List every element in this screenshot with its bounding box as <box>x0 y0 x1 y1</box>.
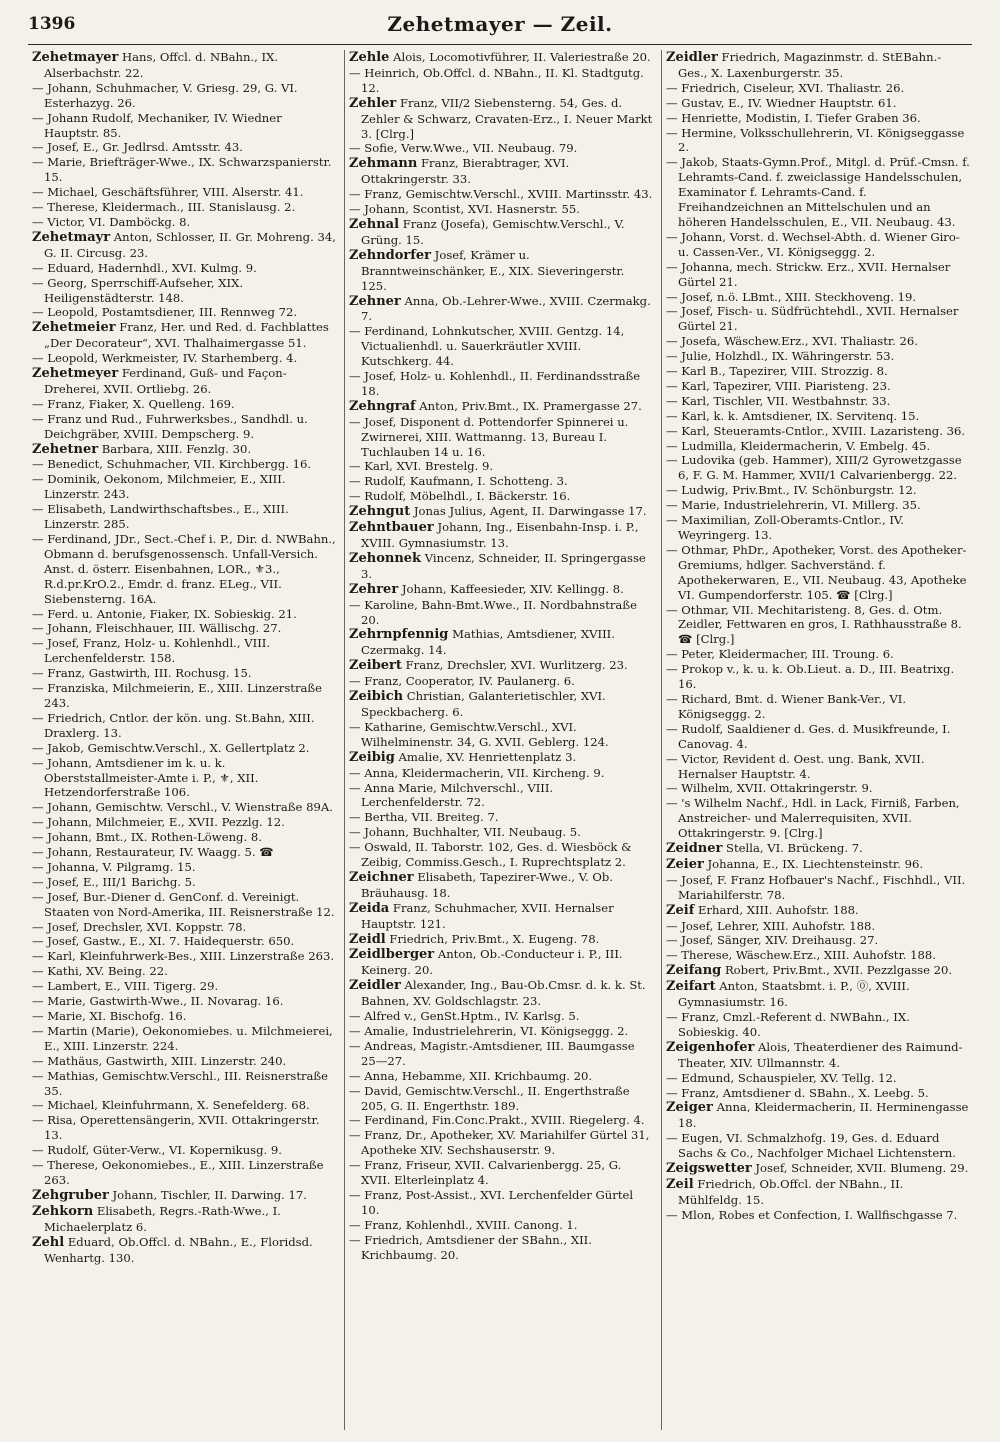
surname: Zehetner <box>32 441 99 457</box>
directory-entry: — Julie, Holzhdl., IX. Währingerstr. 53. <box>666 349 895 364</box>
directory-entry: — Georg, Sperrschiff-Aufseher, XIX. Heiligenstädterstr. 148. <box>32 275 244 305</box>
directory-entry: — Johann, Vorst. d. Wechsel-Abth. d. Wiener Giro- u. Cassen-Ver., VI. Königseggg. 2. <box>666 229 960 259</box>
directory-entry: — David, Gemischtw.Verschl., II. Engerthstraße 205, G. II. Engerthstr. 189. <box>349 1083 630 1113</box>
directory-entry: — Franz, Post-Assist., XVI. Lerchenfelder Gürtel 10. <box>349 1187 634 1217</box>
surname: Zeifart <box>666 979 716 995</box>
surname: Zehetmayr <box>32 229 111 245</box>
directory-entry: — Hermine, Volksschullehrerin, VI. Königseggasse 2. <box>666 125 965 155</box>
directory-entry: — 's Wilhelm Nachf., Hdl. in Lack, Firniß, Farben, Anstreicher- und Malerrequisiten, XVII. Ottakringerstr. 9. [Clrg.] <box>666 796 960 841</box>
directory-entry: — Franz und Rud., Fuhrwerksbes., Sandhdl. u. Deichgräber, XVIII. Dempscherg. 9. <box>32 411 308 441</box>
surname: Zeidl <box>349 931 386 947</box>
directory-entry: — Ferdinand, Fin.Conc.Prakt., XVIII. Riegelerg. 4. <box>349 1113 645 1128</box>
surname: Zeibich <box>349 689 404 705</box>
directory-entry: — Henriette, Modistin, I. Tiefer Graben 36. <box>666 110 921 125</box>
directory-entry: Zeif Erhard, XIII. Auhofstr. 188. <box>666 902 859 918</box>
directory-entry: — Eugen, VI. Schmalzhofg. 19, Ges. d. Eduard Sachs & Co., Nachfolger Michael Lichtenstern. <box>666 1131 956 1161</box>
directory-entry: — Victor, VI. Damböckg. 8. <box>32 214 191 229</box>
directory-entry: — Rudolf, Saaldiener d. Ges. d. Musikfreunde, I. Canovag. 4. <box>666 721 951 751</box>
directory-entry: Zehkorn Elisabeth, Regrs.-Rath-Wwe., I. Michaelerplatz 6. <box>32 1203 281 1234</box>
directory-entry: Zehetmeyer Ferdinand, Guß- und Façon-Dreherei, XVII. Ortliebg. 26. <box>32 366 287 396</box>
directory-entry: — Ferdinand, JDr., Sect.-Chef i. P., Dir. d. NWBahn., Obmann d. berufsgenossensch. Unfall-Versich. Anst. d. österr. Eisenbahnen, LOR., ⚜3., R.d.pr.KrO.2., Emdr. d. franz. ELeg., VII. Siebensterng. 16A. <box>32 532 336 606</box>
header-rule <box>28 44 972 45</box>
directory-entry: — Jakob, Gemischtw.Verschl., X. Gellertplatz 2. <box>32 740 310 755</box>
running-title: Zehetmayer — Zeil. <box>387 12 613 36</box>
directory-entry: — Anna, Kleidermacherin, VII. Kircheng. 9. <box>349 765 605 780</box>
directory-entry: — Franz, Cmzl.-Referent d. NWBahn., IX. Sobieskig. 40. <box>666 1010 910 1039</box>
directory-entry: — Rudolf, Möbelhdl., I. Bäckerstr. 16. <box>349 489 571 504</box>
directory-entry: Zehrer Johann, Kaffeesieder, XIV. Kellingg. 8. <box>349 581 624 597</box>
surname: Zehonnek <box>349 550 422 566</box>
surname: Zeibig <box>349 749 395 765</box>
surname: Zeigenhofer <box>666 1039 755 1055</box>
directory-entry: — Franz, Cooperator, IV. Paulanerg. 6. <box>349 674 575 689</box>
directory-entry: — Bertha, VII. Breiteg. 7. <box>349 810 499 825</box>
directory-entry: — Mathäus, Gastwirth, XIII. Linzerstr. 240. <box>32 1053 287 1068</box>
directory-entry: — Mlon, Robes et Confection, I. Wallfischgasse 7. <box>666 1207 958 1222</box>
directory-entry: — Oswald, II. Taborstr. 102, Ges. d. Wiesböck & Zeibig, Commiss.Gesch., I. Ruprechtsplatz 2. <box>349 840 632 870</box>
directory-entry: Zehler Franz, VII/2 Siebensterng. 54, Ges. d. Zehler & Schwarz, Cravaten-Erz., I. Neuer Markt 3. [Clrg.] <box>349 95 653 141</box>
directory-entry: — Josef, E., III/1 Barichg. 5. <box>32 874 196 889</box>
surname: Zehrnpfennig <box>349 627 449 643</box>
surname: Zehngut <box>349 504 411 520</box>
directory-entry: — Josef, Drechsler, XVI. Koppstr. 78. <box>32 919 247 934</box>
directory-entry: Zehetmayer Hans, Offcl. d. NBahn., IX. Alserbachstr. 22. <box>32 50 279 80</box>
directory-entry: Zeifart Anton, Staatsbmt. i. P., ⓪, XVIII. Gymnasiumstr. 16. <box>666 979 910 1010</box>
directory-entry: — Franz, Kohlenhdl., XVIII. Canong. 1. <box>349 1217 578 1232</box>
directory-entry: — Mathias, Gemischtw.Verschl., III. Reisnerstraße 35. <box>32 1068 329 1098</box>
surname: Zeidlberger <box>349 947 435 963</box>
column-left <box>28 50 340 1430</box>
directory-entry: — Jakob, Staats-Gymn.Prof., Mitgl. d. Prüf.-Cmsn. f. Lehramts-Cand. f. zweiclassige Handelsschulen, Examinator f. Lehramts-Cand. f. Freihandzeichnen an Mittelschulen und an höheren Handelsschulen, E., VII. Neubaug. 43. <box>666 155 970 229</box>
surname: Zehndorfer <box>349 247 431 263</box>
surname: Zeier <box>666 856 704 872</box>
directory-entry: — Franz, Fiaker, X. Quelleng. 169. <box>32 396 235 411</box>
column-middle <box>344 50 657 1430</box>
directory-entry: Zehle Alois, Locomotivführer, II. Valeriestraße 20. <box>349 50 651 65</box>
directory-entry: — Josef, Bur.-Diener d. GenConf. d. Vereinigt. Staaten von Nord-Amerika, III. Reisnerstraße 12. <box>32 889 335 919</box>
directory-entry: — Lambert, E., VIII. Tigerg. 29. <box>32 979 219 994</box>
directory-entry: Zeigswetter Josef, Schneider, XVII. Blumeng. 29. <box>666 1161 969 1177</box>
directory-entry: Zehl Eduard, Ob.Offcl. d. NBahn., E., Floridsd. Wenhartg. 130. <box>32 1234 313 1265</box>
directory-entry: — Karl B., Tapezirer, VIII. Strozzig. 8. <box>666 364 888 379</box>
surname: Zehrer <box>349 581 399 597</box>
directory-entry: Zeida Franz, Schuhmacher, XVII. Hernalser Hauptstr. 121. <box>349 900 614 931</box>
directory-entry: Zehmann Franz, Bierabtrager, XVI. Ottakringerstr. 33. <box>349 156 570 187</box>
directory-entry: — Johanna, V. Pilgramg. 15. <box>32 859 196 874</box>
directory-entry: Zeibig Amalie, XV. Henriettenplatz 3. <box>349 749 577 765</box>
directory-entry: Zeidlberger Anton, Ob.-Conducteur i. P., III. Keinerg. 20. <box>349 947 623 978</box>
directory-entry: — Johann, Restaurateur, IV. Waagg. 5. ☎ <box>32 845 274 860</box>
directory-entry: Zeichner Elisabeth, Tapezirer-Wwe., V. Ob. Bräuhausg. 18. <box>349 869 614 900</box>
page-header <box>28 12 972 42</box>
surname: Zehner <box>349 293 401 309</box>
directory-entry: Zehntbauer Johann, Ing., Eisenbahn-Insp. i. P., XVIII. Gymnasiumstr. 13. <box>349 520 639 550</box>
surname: Zehgruber <box>32 1187 109 1203</box>
surname: Zehntbauer <box>349 520 434 536</box>
directory-entry: — Franz, Dr., Apotheker, XV. Mariahilfer Gürtel 31, Apotheke XIV. Sechshauserstr. 9. <box>349 1128 650 1158</box>
directory-entry: — Friedrich, Ciseleur, XVI. Thaliastr. 26. <box>666 80 905 95</box>
directory-entry: — Johann, Schuhmacher, V. Griesg. 29, G. VI. Esterhazyg. 26. <box>32 80 298 110</box>
directory-entry: — Therese, Oekonomiebes., E., XIII. Linzerstraße 263. <box>32 1158 324 1187</box>
directory-entry: — Marie, Gastwirth-Wwe., II. Novarag. 16. <box>32 994 284 1009</box>
directory-entry: — Peter, Kleidermacher, III. Troung. 6. <box>666 647 894 662</box>
surname: Zehetmeier <box>32 320 116 336</box>
directory-entry: — Therese, Kleidermach., III. Stanislausg. 2. <box>32 200 296 215</box>
directory-entry: — Josef, Gastw., E., XI. 7. Haidequerstr. 650. <box>32 934 295 949</box>
directory-entry: — Franziska, Milchmeierin, E., XIII. Linzerstraße 243. <box>32 681 323 710</box>
surname: Zehler <box>349 95 397 111</box>
directory-entry: — Ludovika (geb. Hammer), XIII/2 Gyrowetzgasse 6, F. G. M. Hammer, XVII/1 Calvarienbergg. 22. <box>666 453 962 483</box>
directory-entry: — Johann, Amtsdiener im k. u. k. Oberststallmeister-Amte i. P., ⚜, XII. Hetzendorferstraße 106. <box>32 755 259 800</box>
directory-entry: — Amalie, Industrielehrerin, VI. Königseggg. 2. <box>349 1024 629 1038</box>
directory-entry: — Wilhelm, XVII. Ottakringerstr. 9. <box>666 781 873 796</box>
directory-entry: — Friedrich, Cntlor. der kön. ung. St.Bahn, XIII. Draxlerg. 13. <box>32 710 315 740</box>
directory-entry: — Karl, Steueramts-Cntlor., XVIII. Lazaristeng. 36. <box>666 423 966 438</box>
directory-entry: — Johann, Buchhalter, VII. Neubaug. 5. <box>349 825 581 840</box>
directory-entry: — Michael, Geschäftsführer, VIII. Alserstr. 41. <box>32 185 304 200</box>
directory-entry: — Josef, Franz, Holz- u. Kohlenhdl., VIII. Lerchenfelderstr. 158. <box>32 636 271 666</box>
directory-entry: — Karl, Tapezirer, VIII. Piaristeng. 23. <box>666 378 891 393</box>
directory-entry: Zeidl Friedrich, Priv.Bmt., X. Eugeng. 78. <box>349 931 600 947</box>
directory-entry: — Leopold, Werkmeister, IV. Starhemberg. 4. <box>32 351 298 366</box>
directory-entry: — Josef, F. Franz Hofbauer's Nachf., Fischhdl., VII. Mariahilferstr. 78. <box>666 872 966 902</box>
surname: Zehnal <box>349 216 400 232</box>
directory-entry: Zeibert Franz, Drechsler, XVI. Wurlitzerg. 23. <box>349 658 628 674</box>
directory-entry: — Johann, Scontist, XVI. Hasnerstr. 55. <box>349 202 580 217</box>
directory-entry: — Johann, Gemischtw. Verschl., V. Wienstraße 89A. <box>32 800 333 815</box>
directory-entry: — Josef, Fisch- u. Südfrüchtehdl., XVII. Hernalser Gürtel 21. <box>666 304 959 334</box>
directory-entry: — Johann Rudolf, Mechaniker, IV. Wiedner Hauptstr. 85. <box>32 110 282 140</box>
directory-entry: Zeibich Christian, Galanterietischler, XVI. Speckbacherg. 6. <box>349 689 606 719</box>
surname: Zeidler <box>666 50 718 65</box>
directory-entry: — Franz, Friseur, XVII. Calvarienbergg. 25, G. XVII. Elterleinplatz 4. <box>349 1158 622 1188</box>
directory-entry: — Sofie, Verw.Wwe., VII. Neubaug. 79. <box>349 141 578 156</box>
directory-entry: — Alfred v., GenSt.Hptm., IV. Karlsg. 5. <box>349 1009 580 1024</box>
directory-entry: — Gustav, E., IV. Wiedner Hauptstr. 61. <box>666 95 897 110</box>
directory-entry: Zeigenhofer Alois, Theaterdiener des Raimund-Theater, XIV. Ullmannstr. 4. <box>666 1039 963 1070</box>
directory-entry: — Maximilian, Zoll-Oberamts-Cntlor., IV. Weyringerg. 13. <box>666 513 904 542</box>
surname: Zeidler <box>349 978 401 994</box>
surname: Zeifang <box>666 963 722 979</box>
directory-entry: Zeidler Friedrich, Magazinmstr. d. StEBahn.-Ges., X. Laxenburgerstr. 35. <box>666 50 942 80</box>
directory-entry: — Eduard, Hadernhdl., XVI. Kulmg. 9. <box>32 260 257 275</box>
directory-entry: — Josef, Disponent d. Pottendorfer Spinnerei u. Zwirnerei, XIII. Wattmanng. 13, Bureau I. Tuchlauben 14 u. 16. <box>349 414 629 459</box>
surname: Zeil <box>666 1176 694 1192</box>
directory-entry: — Karl, k. k. Amtsdiener, IX. Servitenq. 15. <box>666 408 920 423</box>
surname: Zeif <box>666 902 695 918</box>
directory-entry: — Heinrich, Ob.Offcl. d. NBahn., II. Kl. Stadtgutg. 12. <box>349 65 644 95</box>
surname: Zehmann <box>349 156 418 172</box>
directory-entry: Zehonnek Vincenz, Schneider, II. Springergasse 3. <box>349 550 646 581</box>
directory-entry: Zehetmeier Franz, Her. und Red. d. Fachblattes „Der Decorateur“, XVI. Thalhaimergasse 51. <box>32 320 329 351</box>
directory-entry: — Edmund, Schauspieler, XV. Tellg. 12. <box>666 1070 897 1085</box>
directory-entry: — Johanna, mech. Strickw. Erz., XVII. Hernalser Gürtel 21. <box>666 259 951 289</box>
directory-entry: Zeier Johanna, E., IX. Liechtensteinstr. 96. <box>666 856 924 872</box>
directory-entry: — Josef, E., Gr. Jedlrsd. Amtsstr. 43. <box>32 140 243 155</box>
directory-entry: Zehngut Jonas Julius, Agent, II. Darwingasse 17. <box>349 504 647 520</box>
directory-entry: — Johann, Fleischhauer, III. Wällischg. 27. <box>32 621 282 636</box>
directory-entry: Zehgruber Johann, Tischler, II. Darwing. 17. <box>32 1187 307 1203</box>
directory-entry: — Karl, XVI. Brestelg. 9. <box>349 459 494 474</box>
directory-entry: Zehnal Franz (Josefa), Gemischtw.Verschl., V. Grüng. 15. <box>349 216 625 247</box>
directory-entry: — Katharine, Gemischtw.Verschl., XVI. Wilhelminenstr. 34, G. XVII. Geblerg. 124. <box>349 719 609 749</box>
surname: Zehetmeyer <box>32 366 119 382</box>
directory-entry: — Othmar, PhDr., Apotheker, Vorst. des Apotheker-Gremiums, hdlger. Sachverständ. f. Apothekerwaren, E., VII. Neubaug. 43, Apotheke VI. Gumpendorferstr. 105. ☎ [Clrg.] <box>666 542 967 602</box>
directory-entry: — Therese, Wäschew.Erz., XIII. Auhofstr. 188. <box>666 948 936 963</box>
directory-entry: — Franz, Amtsdiener d. SBahn., X. Leebg. 5. <box>666 1085 929 1100</box>
directory-entry: — Anna Marie, Milchverschl., VIII. Lerchenfelderstr. 72. <box>349 780 554 810</box>
directory-entry: — Josef, Holz- u. Kohlenhdl., II. Ferdinandsstraße 18. <box>349 369 641 398</box>
page-number: 1396 <box>28 14 76 34</box>
directory-entry: — Andreas, Magistr.-Amtsdiener, III. Baumgasse 25—27. <box>349 1038 635 1068</box>
directory-entry: — Ludwig, Priv.Bmt., IV. Schönburgstr. 12. <box>666 483 917 498</box>
directory-entry: Zeidler Alexander, Ing., Bau-Ob.Cmsr. d. k. k. St. Bahnen, XV. Goldschlagstr. 23. <box>349 978 646 1009</box>
directory-entry: — Josef, Lehrer, XIII. Auhofstr. 188. <box>666 918 876 933</box>
directory-entry: — Victor, Revident d. Oest. ung. Bank, XVII. Hernalser Hauptstr. 4. <box>666 751 925 781</box>
column-right <box>661 50 974 1430</box>
directory-entry: Zehrnpfennig Mathias, Amtsdiener, XVIII. Czermakg. 14. <box>349 627 615 658</box>
directory-entry: — Michael, Kleinfuhrmann, X. Senefelderg. 68. <box>32 1098 310 1113</box>
directory-entry: — Risa, Operettensängerin, XVII. Ottakringerstr. 13. <box>32 1113 320 1143</box>
surname: Zeichner <box>349 869 414 885</box>
directory-entry: — Johann, Bmt., IX. Rothen-Löweng. 8. <box>32 830 262 845</box>
directory-entry: — Franz, Gastwirth, III. Rochusg. 15. <box>32 666 252 681</box>
directory-entry: Zeifang Robert, Priv.Bmt., XVII. Pezzlgasse 20. <box>666 963 953 979</box>
surname: Zeidner <box>666 841 723 857</box>
directory-entry: — Benedict, Schuhmacher, VII. Kirchbergg. 16. <box>32 457 312 472</box>
surname: Zeibert <box>349 658 402 674</box>
directory-entry: Zehetmayr Anton, Schlosser, II. Gr. Mohreng. 34, G. II. Circusg. 23. <box>32 229 336 260</box>
directory-entry: Zeiger Anna, Kleidermacherin, II. Herminengasse 18. <box>666 1100 969 1131</box>
directory-entry: Zeil Friedrich, Ob.Offcl. der NBahn., II. Mühlfeldg. 15. <box>666 1176 904 1207</box>
surname: Zehl <box>32 1234 65 1250</box>
directory-entry: — Anna, Hebamme, XII. Krichbaumg. 20. <box>349 1068 593 1083</box>
directory-entry: — Marie, Briefträger-Wwe., IX. Schwarzspanierstr. 15. <box>32 155 332 185</box>
directory-entry: Zehndorfer Josef, Krämer u. Branntweinschänker, E., XIX. Sieveringerstr. 125. <box>349 247 625 293</box>
directory-entry: — Marie, Industrielehrerin, VI. Millerg. 35. <box>666 498 921 513</box>
directory-entry: — Rudolf, Kaufmann, I. Schotteng. 3. <box>349 474 568 489</box>
directory-entry: — Josef, n.ö. LBmt., XIII. Steckhoveng. 19. <box>666 289 917 304</box>
directory-entry: — Ludmilla, Kleidermacherin, V. Embelg. 45. <box>666 438 931 453</box>
surname: Zeigswetter <box>666 1161 752 1177</box>
directory-entry: — Dominik, Oekonom, Milchmeier, E., XIII. Linzerstr. 243. <box>32 472 286 502</box>
directory-entry: — Richard, Bmt. d. Wiener Bank-Ver., VI. Königseggg. 2. <box>666 691 907 721</box>
surname: Zehngraf <box>349 398 416 414</box>
directory-entry: Zehngraf Anton, Priv.Bmt., IX. Pramergasse 27. <box>349 398 642 414</box>
surname: Zehkorn <box>32 1203 94 1219</box>
directory-entry: — Friedrich, Amtsdiener der SBahn., XII. Krichbaumg. 20. <box>349 1232 592 1262</box>
directory-entry: — Karl, Tischler, VII. Westbahnstr. 33. <box>666 393 891 408</box>
directory-entry: — Elisabeth, Landwirthschaftsbes., E., XIII. Linzerstr. 285. <box>32 502 289 532</box>
directory-entry: — Marie, XI. Bischofg. 16. <box>32 1009 187 1023</box>
directory-entry: — Prokop v., k. u. k. Ob.Lieut. a. D., III. Beatrixg. 16. <box>666 662 955 692</box>
directory-entry: — Johann, Milchmeier, E., XVII. Pezzlg. 12. <box>32 815 285 830</box>
directory-entry: — Karoline, Bahn-Bmt.Wwe., II. Nordbahnstraße 20. <box>349 597 637 627</box>
directory-entry: — Rudolf, Güter-Verw., VI. Kopernikusg. 9. <box>32 1143 282 1158</box>
directory-entry: — Martin (Marie), Oekonomiebes. u. Milchmeierei, E., XIII. Linzerstr. 224. <box>32 1023 333 1053</box>
surname: Zehetmayer <box>32 50 119 65</box>
directory-entry: — Ferdinand, Lohnkutscher, XVIII. Gentzg. 14, Victualienhdl. u. Sauerkräutler XVIII. Kutschkerg. 44. <box>349 324 625 369</box>
surname: Zehle <box>349 50 390 65</box>
directory-entry: — Othmar, VII. Mechitaristeng. 8, Ges. d. Otm. Zeidler, Fettwaren en gros, I. Rathhausstraße 8. ☎ [Clrg.] <box>666 602 962 647</box>
directory-entry: Zehetner Barbara, XIII. Fenzlg. 30. <box>32 441 252 457</box>
directory-columns <box>28 50 974 1430</box>
directory-entry: — Josef, Sänger, XIV. Dreihausg. 27. <box>666 933 879 948</box>
directory-entry: Zehner Anna, Ob.-Lehrer-Wwe., XVIII. Czermakg. 7. <box>349 293 651 324</box>
surname: Zeiger <box>666 1100 713 1116</box>
directory-entry: — Kathi, XV. Being. 22. <box>32 964 168 979</box>
directory-entry: — Karl, Kleinfuhrwerk-Bes., XIII. Linzerstraße 263. <box>32 949 335 964</box>
directory-entry: Zeidner Stella, VI. Brückeng. 7. <box>666 841 863 857</box>
directory-entry: — Franz, Gemischtw.Verschl., XVIII. Martinsstr. 43. <box>349 187 653 202</box>
surname: Zeida <box>349 900 390 916</box>
directory-entry: — Leopold, Postamtsdiener, III. Rennweg 72. <box>32 305 298 320</box>
directory-entry: — Ferd. u. Antonie, Fiaker, IX. Sobieskig. 21. <box>32 606 297 621</box>
directory-entry: — Josefa, Wäschew.Erz., XVI. Thaliastr. 26. <box>666 334 918 349</box>
